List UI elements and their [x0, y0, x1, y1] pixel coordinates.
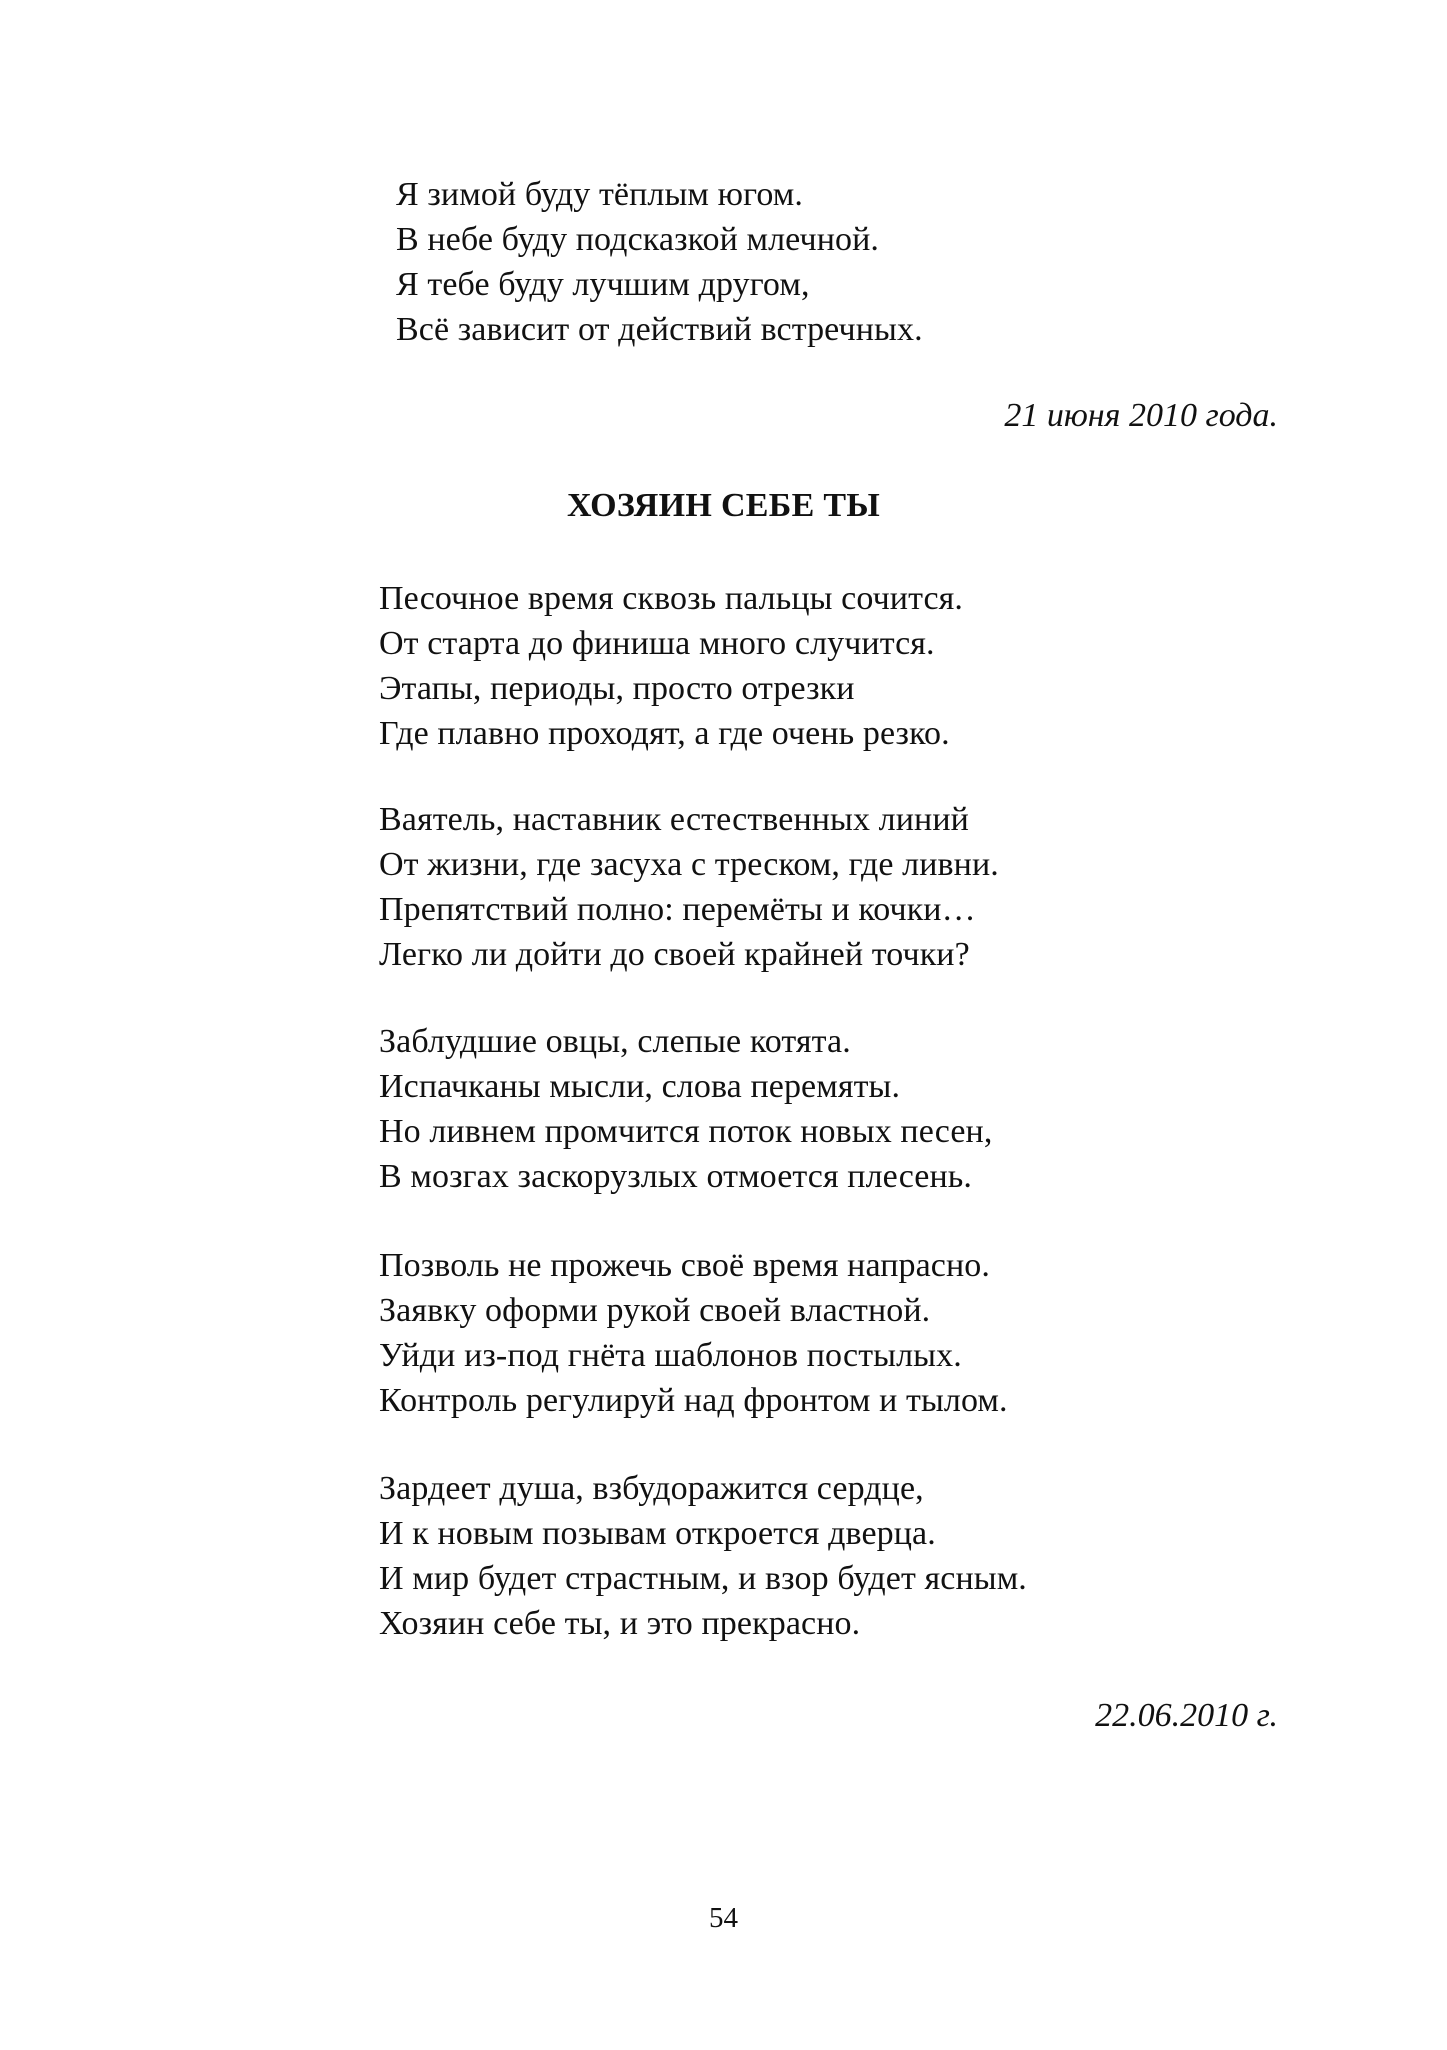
poem-line: Песочное время сквозь пальцы сочится.	[379, 580, 963, 617]
poem-line: От старта до финиша много случится.	[379, 625, 935, 662]
poem-line: Я зимой буду тёплым югом.	[396, 176, 804, 213]
poem-line: Заблудшие овцы, слепые котята.	[379, 1023, 851, 1060]
poem-title: ХОЗЯИН СЕБЕ ТЫ	[566, 487, 881, 524]
page-number: 54	[709, 1902, 738, 1934]
prev-poem-date: 21 июня 2010 года.	[1004, 397, 1278, 434]
poem-line: Всё зависит от действий встречных.	[396, 311, 923, 348]
poem-stanza-4	[379, 1243, 1008, 1423]
poem-line: Уйди из-под гнёта шаблонов постылых.	[379, 1337, 962, 1374]
poem-line: От жизни, где засуха с треском, где ливни.	[379, 846, 999, 883]
poem-stanza-3	[379, 1019, 992, 1199]
poem-stanza-5	[379, 1466, 1027, 1646]
poem-date: 22.06.2010 г.	[1095, 1697, 1278, 1734]
poem-line: Заявку оформи рукой своей властной.	[379, 1292, 931, 1329]
poem-line: В небе буду подсказкой млечной.	[396, 221, 880, 258]
poem-line: Препятствий полно: перемёты и кочки…	[379, 891, 976, 928]
poem-line: Испачканы мысли, слова перемяты.	[379, 1068, 901, 1105]
poem-line: И мир будет страстным, и взор будет ясным.	[379, 1560, 1027, 1597]
poem-line: Зардеет душа, взбудоражится сердце,	[379, 1470, 924, 1507]
poem-line: Я тебе буду лучшим другом,	[396, 266, 810, 303]
poem-stanza-2	[379, 797, 999, 977]
poem-line: Этапы, периоды, просто отрезки	[379, 670, 855, 707]
poem-line: Легко ли дойти до своей крайней точки?	[379, 936, 970, 973]
poem-line: Позволь не прожечь своё время напрасно.	[379, 1247, 990, 1284]
poem-line: В мозгах заскорузлых отмоется плесень.	[379, 1158, 972, 1195]
poem-line: Ваятель, наставник естественных линий	[379, 801, 969, 838]
prev-poem-stanza	[396, 172, 923, 352]
poem-line: Хозяин себе ты, и это прекрасно.	[379, 1605, 861, 1642]
poem-line: Контроль регулируй над фронтом и тылом.	[379, 1382, 1008, 1419]
poem-stanza-1	[379, 576, 963, 756]
poem-line: Где плавно проходят, а где очень резко.	[379, 715, 950, 752]
poem-line: Но ливнем промчится поток новых песен,	[379, 1113, 993, 1150]
poem-line: И к новым позывам откроется дверца.	[379, 1515, 936, 1552]
